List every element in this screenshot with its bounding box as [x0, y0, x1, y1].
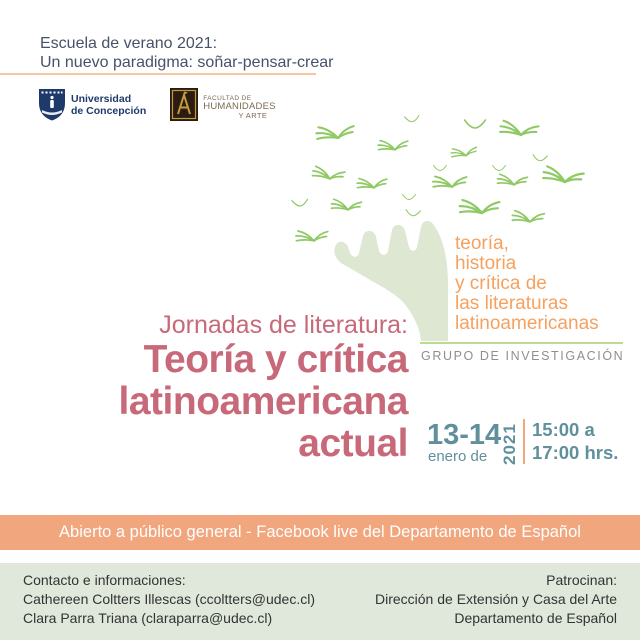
- event-time: [532, 418, 618, 464]
- fha-emblem-icon: [170, 88, 198, 121]
- bird-icon: [493, 166, 506, 171]
- fha-logo-text: [203, 95, 276, 120]
- bird-icon: [533, 155, 548, 162]
- event-title-line3: actual: [298, 422, 408, 465]
- sponsor-line: Departamento de Español: [454, 610, 617, 626]
- bird-icon: [316, 122, 355, 140]
- bird-icon: [357, 176, 388, 189]
- bird-icon: [406, 210, 421, 217]
- bird-icon: [405, 116, 420, 123]
- date-year: 2021: [500, 423, 519, 465]
- group-line: historia: [455, 253, 517, 274]
- bird-icon: [378, 138, 409, 151]
- footer: [0, 563, 640, 640]
- bird-icon: [312, 166, 345, 180]
- sponsors-info: [375, 571, 617, 628]
- contact-title: Contacto e informaciones:: [23, 572, 186, 588]
- fha-logo: [170, 88, 276, 121]
- research-group-text: [455, 234, 599, 334]
- research-group-label: GRUPO DE INVESTIGACIÓN: [421, 349, 625, 363]
- fha-name-line2: HUMANIDADES: [203, 101, 276, 112]
- contact-info: [23, 571, 315, 628]
- udec-logo-text: [71, 94, 146, 117]
- sponsors-title: Patrocinan:: [546, 572, 617, 588]
- event-title-line1: Teoría y crítica: [143, 338, 408, 381]
- udec-shield-icon: [38, 88, 66, 121]
- audience-banner-text: Abierto a público general - Facebook live del Departamento de Español: [59, 523, 581, 541]
- bird-icon: [498, 174, 528, 185]
- group-line: las literaturas: [455, 293, 568, 314]
- fha-name-line1: FACULTAD DE: [203, 95, 252, 102]
- bird-icon: [450, 145, 477, 158]
- bird-icon: [434, 166, 447, 171]
- event-kicker: Jornadas de literatura:: [159, 311, 408, 339]
- summer-school-header: [40, 34, 333, 72]
- time-line2: 17:00 hrs.: [532, 442, 619, 463]
- bird-icon: [432, 174, 467, 189]
- event-title-block: [30, 311, 408, 465]
- bird-icon: [296, 228, 329, 242]
- fha-name-line3: Y ARTE: [238, 111, 268, 120]
- event-title-line2: latinoamericana: [118, 380, 408, 423]
- udec-name-line2: de Concepción: [71, 104, 147, 117]
- logo-row: [38, 88, 276, 121]
- bird-icon: [543, 166, 584, 183]
- summer-school-line2: Un nuevo paradigma: soñar-pensar-crear: [40, 54, 334, 71]
- bird-icon: [332, 199, 362, 210]
- bird-icon: [459, 198, 500, 214]
- udec-name-line1: Universidad: [71, 93, 132, 105]
- sponsor-line: Dirección de Extensión y Casa del Arte: [374, 591, 617, 607]
- date-days: 13-14: [427, 419, 502, 451]
- bird-icon: [292, 199, 308, 206]
- group-line: y crítica de: [455, 273, 547, 294]
- bird-flock: [292, 116, 584, 243]
- summer-school-line1: Escuela de verano 2021:: [40, 35, 218, 52]
- bird-icon: [512, 211, 544, 222]
- green-divider: [420, 342, 623, 344]
- bird-icon: [465, 120, 486, 128]
- udec-logo: [38, 88, 146, 121]
- salmon-divider: [0, 73, 316, 75]
- contact-line: Clara Parra Triana (claraparra@udec.cl): [23, 610, 273, 626]
- bird-icon: [500, 121, 539, 136]
- schedule-divider: [523, 419, 525, 464]
- date-month: enero de: [428, 448, 488, 465]
- time-line1: 15:00 a: [532, 419, 595, 440]
- group-line: teoría,: [455, 233, 509, 254]
- group-line: latinoamericanas: [455, 313, 599, 334]
- contact-line: Cathereen Coltters Illescas (ccoltters@udec.cl): [23, 591, 315, 607]
- bird-icon: [403, 195, 416, 200]
- audience-banner: [0, 515, 640, 550]
